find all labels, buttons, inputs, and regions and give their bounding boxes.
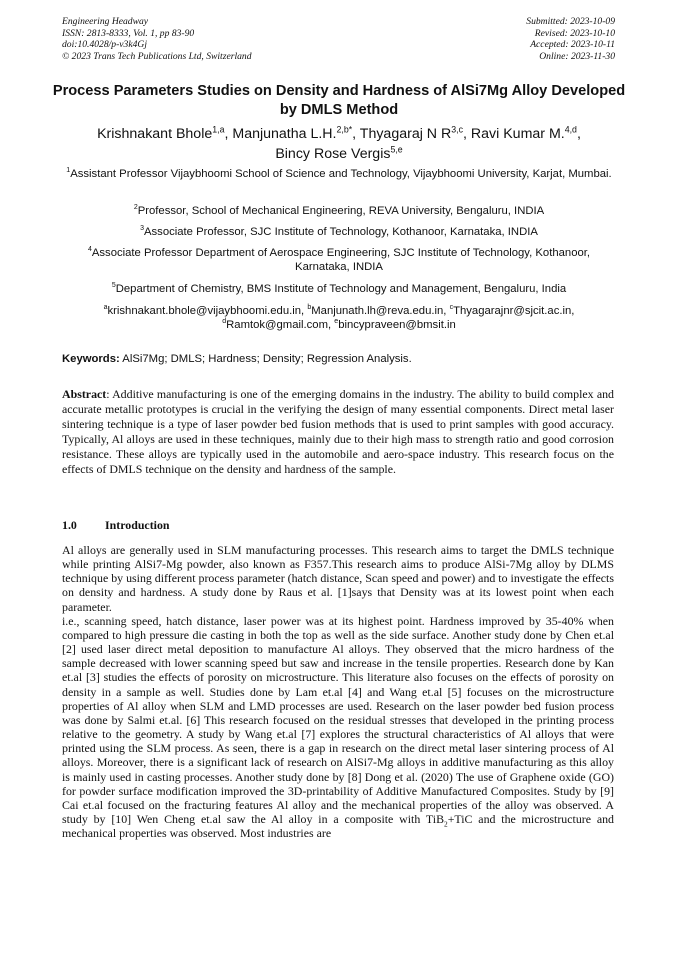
affiliation-2: $^2$Professor, School of Mechanical Engineering, REVA University, Bengaluru, INDIA bbox=[133, 204, 545, 217]
introduction-body bbox=[62, 543, 614, 840]
submitted-date: Submitted: 2023-10-09 bbox=[526, 16, 615, 27]
journal-issn: ISSN: 2813-8333, Vol. 1, pp 83-90 bbox=[62, 27, 195, 39]
journal-name: Engineering Headway bbox=[62, 16, 149, 27]
author: Bincy Rose Vergis$^{5,e}$ bbox=[275, 143, 403, 162]
email-a[interactable]: $^a$krishnakant.bhole@vijaybhoomi.edu.in, bbox=[103, 304, 308, 317]
publication-dates bbox=[526, 16, 615, 62]
author: Ravi Kumar M.$^{4,d}$, bbox=[470, 124, 581, 142]
abstract bbox=[62, 387, 614, 476]
accepted-date: Accepted: 2023-10-11 bbox=[530, 39, 615, 51]
revised-date: Revised: 2023-10-10 bbox=[534, 27, 615, 39]
author: Krishnakant Bhole$^{1,a}$, bbox=[97, 124, 233, 142]
author: Thyagaraj N R$^{3,c}$, bbox=[359, 124, 471, 142]
abstract-label: Abstract bbox=[62, 387, 107, 401]
journal-copyright: © 2023 Trans Tech Publications Ltd, Switzerland bbox=[62, 50, 252, 62]
section-number: 1.0 bbox=[62, 518, 77, 532]
author-list bbox=[50, 125, 628, 164]
journal-doi[interactable]: doi:10.4028/p-v3k4Gj bbox=[62, 39, 147, 51]
online-date: Online: 2023-11-30 bbox=[539, 50, 615, 62]
affiliation-3: $^3$Associate Professor, SJC Institute of Technology, Kothanoor, Karnataka, INDIA bbox=[140, 225, 538, 238]
affiliation-4: $^4$Associate Professor Department of Aerospace Engineering, SJC Institute of Technology, Kothanoor, Karnataka, INDIA bbox=[87, 246, 591, 274]
email-e[interactable]: $^e$bincypraveen@bmsit.in bbox=[334, 318, 456, 332]
journal-header bbox=[62, 16, 252, 62]
section-title: Introduction bbox=[105, 518, 170, 532]
affiliation-1: $^1$Assistant Professor Vijaybhoomi School of Science and Technology, Vijaybhoomi University, Karjat, Mumbai. bbox=[66, 167, 612, 180]
email-d[interactable]: $^d$Ramtok@gmail.com, bbox=[222, 318, 335, 332]
author: Manjunatha L.H.$^{2,b*}$, bbox=[232, 124, 360, 142]
section-heading bbox=[62, 518, 170, 532]
abstract-text: : Additive manufacturing is one of the emerging domains in the industry. The ability to build complex and accurate metallic prototypes is crucial in the verifying the design of many essential components. Direct metal laser sintering technique is a type of laser powder bed fusion methods that is used to print samples with good accuracy. Typically, Al alloys are used in these techniques, mainly due to their high mass to strength ratio and good corrosion resistance. These alloys are typically used in the automobile and aero-space industry. This research focus on the effects of DMLS technique on the density and hardness of the sample. bbox=[62, 387, 614, 476]
keywords bbox=[62, 352, 412, 366]
email-c[interactable]: $^c$Thyagarajnr@sjcit.ac.in, bbox=[449, 304, 575, 317]
keywords-label: Keywords: bbox=[62, 353, 120, 365]
paper-title: Process Parameters Studies on Density and Hardness of AlSi7Mg Alloy Developed by DMLS Method bbox=[52, 83, 626, 118]
paragraph: Al alloys are generally used in SLM manufacturing processes. This research aims to target the DMLS technique while printing AlSi7-Mg powder, also known as F357.This research aims to produce AlSi-7Mg alloy by DLMS technique by using different process parameter (hatch distance, Scan speed and power) and to investigate the effects on density and hardness. A study done by Raus et al. [1]says that Density was at its lowest point when each parameter. bbox=[62, 543, 614, 614]
email-b[interactable]: $^b$Manjunath.lh@reva.edu.in, bbox=[307, 304, 450, 317]
paragraph: i.e., scanning speed, hatch distance, laser power was at its highest point. Hardness improved by 35-40% when compared to high pressure die casting in both the top as well as the side surface. Another study done by Chen et.al [2] used laser direct metal deposition to manufacture Al alloys. They observed that the micro hardness of the sample decreased with lower scanning speed but saw and increase in the tensile properties. Research done by Kan et.al [3] studies the effects of porosity on microstructure. This literature also focuses on the effects of porosity on density in a sample as well. Studies done by Lam et.al [4] and Wang et.al [5] focuses on the microstructure properties of Al alloy when SLM and LMD processes are used. Research on the laser powder bed fusion process was done by Salmi et.al. [6] This research focused on the residual stresses that developed in the printing process relative to the geometry. A study by Wang et.al [7] explores the structural characteristics of Al alloys that were printed using the SLM process. As seen, there is a gap in research on the direct metal laser sintering process of Al alloys. Moreover, there is a significant lack of research on AlSi7-Mg alloys in additive manufacturing as this alloy is mainly used in casting processes. Another study done by [8] Dong et al. (2020) The use of Graphene oxide (GO) for powder surface modification improved the 3D-printability of Additive Manufactured Composites. Study by [9] Cai et.al focused on the fracturing features Al alloy and the mechanical properties of the alloy was observed. A study by [10] Wen Cheng et.al saw the Al alloy in a composite with TiB$_2$+TiC and the microstructure and mechanical properties was observed. Most industries are bbox=[62, 613, 614, 841]
keywords-text: AlSi7Mg; DMLS; Hardness; Density; Regression Analysis. bbox=[119, 353, 412, 365]
affiliation-5: $^5$Department of Chemistry, BMS Institute of Technology and Management, Bengaluru, India bbox=[111, 282, 567, 295]
email-list bbox=[62, 304, 616, 333]
